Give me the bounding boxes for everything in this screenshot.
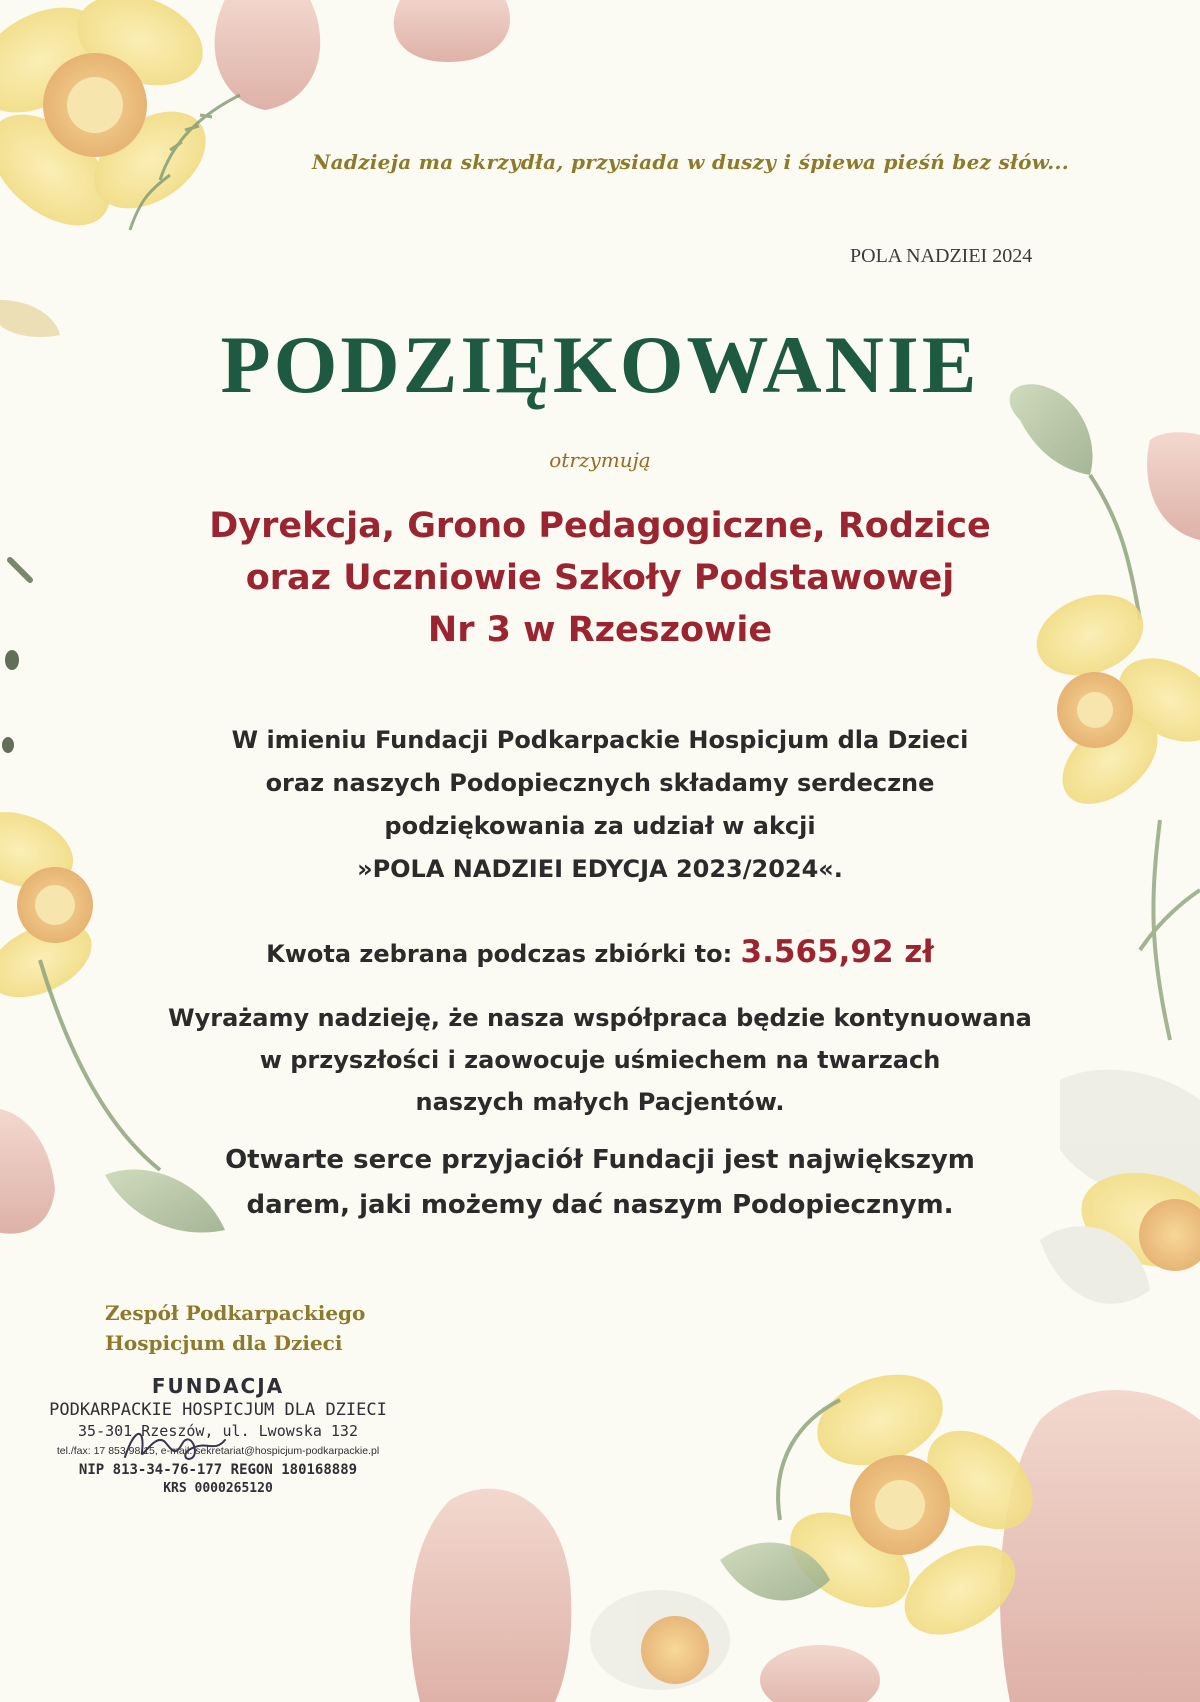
paragraph-line: w przyszłości i zaowocuje uśmiechem na twarzach [259,1046,941,1074]
stamp-line: FUNDACJA [151,1374,285,1398]
recipients-line: Dyrekcja, Grono Pedagogiczne, Rodzice [209,506,991,546]
paragraph-line: W imieniu Fundacji Podkarpackie Hospicjum dla Dzieci [231,726,969,754]
paragraph-line: »POLA NADZIEI EDYCJA 2023/2024«. [357,855,843,883]
paragraph-line: darem, jaki możemy dać naszym Podopiecznym. [246,1190,954,1220]
recipients-block [110,500,1090,656]
motto-quote: Nadzieja ma skrzydła, przysiada w duszy i śpiewa pieśń bez słów... [312,150,1070,174]
bottom-center-flowers [590,1400,880,1702]
bottom-right-tulip [1000,1390,1200,1702]
amount-line [110,931,1090,976]
stamp-line: PODKARPACKIE HOSPICJUM DLA DZIECI [49,1400,387,1420]
team-signature-label [105,1298,405,1358]
recipients-line: Nr 3 w Rzeszowie [427,610,773,650]
left-tulip [0,1108,55,1234]
top-left-tulip [215,0,510,110]
recipients-line: oraz Uczniowie Szkoły Podstawowej [245,558,955,598]
paragraph-line: Wyrażamy nadzieję, że nasza współpraca będzie kontynuowana [168,1004,1032,1032]
bottom-left-tulip [410,1489,571,1702]
team-line: Zespół Podkarpackiego [105,1301,366,1325]
edition-label: POLA NADZIEI 2024 [850,245,1033,267]
team-line: Hospicjum dla Dzieci [105,1331,343,1355]
stamp-line: KRS 0000265120 [163,1481,273,1496]
hope-paragraph [110,997,1090,1123]
receive-label: otrzymują [549,448,651,472]
right-tulip-top [1147,432,1200,540]
handwritten-signature [120,1422,230,1468]
bottom-daffodil [774,1358,1052,1653]
stamp-line: 35-301 Rzeszów, ul. Lwowska 132 [78,1422,358,1440]
paragraph-line: oraz naszych Podopiecznych składamy serdeczne [265,769,935,797]
closing-paragraph [110,1138,1090,1228]
stamp-line: tel./fax: 17 853 98 15, e-mail: sekretariat@hospicjum-podkarpackie.pl [56,1445,380,1457]
stamp-line: NIP 813-34-76-177 REGON 180168889 [78,1462,358,1478]
amount-label: Kwota zebrana podczas zbiórki to: [266,940,733,968]
page-title: PODZIĘKOWANIE [220,319,980,410]
amount-value: 3.565,92 zł [740,934,934,970]
paragraph-line: podziękowania za udział w akcji [384,812,816,840]
right-stems [1140,820,1200,1040]
left-daffodil [0,798,103,1012]
top-left-daffodil [0,0,224,247]
top-left-sprigs [130,95,240,230]
thanks-paragraph [110,719,1090,891]
paragraph-line: Otwarte serce przyjaciół Fundacji jest największym [225,1145,975,1175]
left-edge-leaf [0,300,60,753]
paragraph-line: naszych małych Pacjentów. [415,1088,785,1116]
